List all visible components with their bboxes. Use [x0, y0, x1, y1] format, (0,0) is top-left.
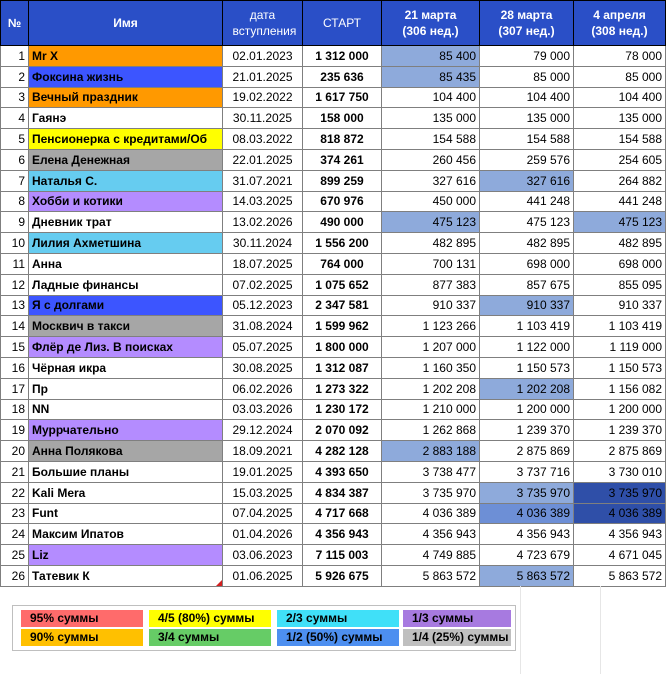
join-date-cell[interactable]: 21.01.2025	[223, 66, 303, 87]
join-date-cell[interactable]: 13.02.2026	[223, 212, 303, 233]
week-3-amount-cell[interactable]: 441 248	[574, 191, 666, 212]
week-2-amount-cell[interactable]: 2 875 869	[480, 441, 574, 462]
week-1-amount-cell[interactable]: 4 356 943	[382, 524, 480, 545]
week-2-amount-cell[interactable]: 1 202 208	[480, 378, 574, 399]
week-1-amount-cell[interactable]: 104 400	[382, 87, 480, 108]
table-row	[1, 524, 666, 545]
table-row	[1, 108, 666, 129]
week-1-amount-cell[interactable]: 260 456	[382, 149, 480, 170]
week-2-amount-cell[interactable]: 4 036 389	[480, 503, 574, 524]
join-date-cell[interactable]: 18.09.2021	[223, 441, 303, 462]
legend-item-95[interactable]: 95% суммы	[21, 610, 143, 627]
week-1-amount-cell[interactable]: 482 895	[382, 233, 480, 254]
week-3-amount-cell[interactable]: 5 863 572	[574, 565, 666, 586]
table-row	[1, 420, 666, 441]
member-name-cell[interactable]: Пр	[29, 378, 223, 399]
join-date-cell[interactable]: 03.06.2023	[223, 545, 303, 566]
row-number-cell[interactable]: 3	[1, 87, 29, 108]
table-row	[1, 212, 666, 233]
table-row	[1, 357, 666, 378]
week-2-amount-cell[interactable]: 104 400	[480, 87, 574, 108]
row-number-cell[interactable]: 26	[1, 565, 29, 586]
week-2-amount-cell[interactable]: 5 863 572	[480, 565, 574, 586]
row-number-cell[interactable]: 10	[1, 233, 29, 254]
join-date-cell[interactable]: 30.08.2025	[223, 357, 303, 378]
start-amount-cell[interactable]: 899 259	[303, 170, 382, 191]
join-date-cell[interactable]: 31.07.2021	[223, 170, 303, 191]
join-date-cell[interactable]: 05.12.2023	[223, 295, 303, 316]
week-3-amount-cell[interactable]: 1 119 000	[574, 337, 666, 358]
week-3-amount-cell[interactable]: 154 588	[574, 129, 666, 150]
member-name-cell[interactable]: Я с долгами	[29, 295, 223, 316]
member-name-cell[interactable]: Флёр де Лиз. В поисках	[29, 337, 223, 358]
start-amount-cell[interactable]: 1 230 172	[303, 399, 382, 420]
table-row	[1, 87, 666, 108]
week-1-amount-cell[interactable]: 5 863 572	[382, 565, 480, 586]
week-3-amount-cell[interactable]: 4 356 943	[574, 524, 666, 545]
week-3-amount-cell[interactable]: 135 000	[574, 108, 666, 129]
week-2-amount-cell[interactable]: 857 675	[480, 274, 574, 295]
week-1-amount-cell[interactable]: 85 435	[382, 66, 480, 87]
start-amount-cell[interactable]: 1 312 000	[303, 46, 382, 67]
row-number-cell[interactable]: 12	[1, 274, 29, 295]
start-amount-cell[interactable]: 1 617 750	[303, 87, 382, 108]
start-amount-cell[interactable]: 5 926 675	[303, 565, 382, 586]
member-name-cell[interactable]: Елена Денежная	[29, 149, 223, 170]
row-number-cell[interactable]: 11	[1, 253, 29, 274]
header-start[interactable]: СТАРТ	[303, 1, 382, 46]
join-date-cell[interactable]: 08.03.2022	[223, 129, 303, 150]
row-number-cell[interactable]: 17	[1, 378, 29, 399]
start-amount-cell[interactable]: 1 556 200	[303, 233, 382, 254]
table-row	[1, 191, 666, 212]
start-amount-cell[interactable]: 670 976	[303, 191, 382, 212]
week-1-amount-cell[interactable]: 135 000	[382, 108, 480, 129]
row-number-cell[interactable]: 1	[1, 46, 29, 67]
start-amount-cell[interactable]: 764 000	[303, 253, 382, 274]
week-1-amount-cell[interactable]: 154 588	[382, 129, 480, 150]
table-row	[1, 149, 666, 170]
week-2-amount-cell[interactable]: 259 576	[480, 149, 574, 170]
week-3-amount-cell[interactable]: 85 000	[574, 66, 666, 87]
week-3-amount-cell[interactable]: 104 400	[574, 87, 666, 108]
legend-item-90[interactable]: 90% суммы	[21, 629, 143, 646]
legend-item-50[interactable]: 1/2 (50%) суммы	[277, 629, 399, 646]
table-body	[1, 46, 666, 587]
header-week-2[interactable]: 28 марта (307 нед.)	[480, 1, 574, 46]
start-amount-cell[interactable]: 1 312 087	[303, 357, 382, 378]
join-date-cell[interactable]: 01.04.2026	[223, 524, 303, 545]
week-2-amount-cell[interactable]: 3 735 970	[480, 482, 574, 503]
join-date-cell[interactable]: 22.01.2025	[223, 149, 303, 170]
week-1-amount-cell[interactable]: 450 000	[382, 191, 480, 212]
week-3-amount-cell[interactable]: 1 103 419	[574, 316, 666, 337]
start-amount-cell[interactable]: 7 115 003	[303, 545, 382, 566]
member-name-cell[interactable]: Ладные финансы	[29, 274, 223, 295]
member-name-cell[interactable]: Анна	[29, 253, 223, 274]
table-row	[1, 46, 666, 67]
comment-indicator-icon[interactable]	[216, 580, 222, 586]
week-1-amount-cell[interactable]: 1 207 000	[382, 337, 480, 358]
week-1-amount-cell[interactable]: 2 883 188	[382, 441, 480, 462]
week-2-amount-cell[interactable]: 441 248	[480, 191, 574, 212]
week-1-amount-cell[interactable]: 3 738 477	[382, 461, 480, 482]
join-date-cell[interactable]: 30.11.2024	[223, 233, 303, 254]
header-date[interactable]: дата вступления	[223, 1, 303, 46]
row-number-cell[interactable]: 22	[1, 482, 29, 503]
join-date-cell[interactable]: 07.04.2025	[223, 503, 303, 524]
table-row	[1, 545, 666, 566]
join-date-cell[interactable]: 06.02.2026	[223, 378, 303, 399]
week-3-amount-cell[interactable]: 4 671 045	[574, 545, 666, 566]
start-amount-cell[interactable]: 1 075 652	[303, 274, 382, 295]
row-number-cell[interactable]: 21	[1, 461, 29, 482]
header-week-1[interactable]: 21 марта (306 нед.)	[382, 1, 480, 46]
table-row	[1, 253, 666, 274]
table-row	[1, 170, 666, 191]
legend-item-25[interactable]: 1/4 (25%) суммы	[403, 629, 511, 646]
row-number-cell[interactable]: 13	[1, 295, 29, 316]
table-row	[1, 441, 666, 462]
start-amount-cell[interactable]: 2 347 581	[303, 295, 382, 316]
week-3-amount-cell[interactable]: 264 882	[574, 170, 666, 191]
member-name-cell[interactable]: Kali Mera	[29, 482, 223, 503]
week-2-amount-cell[interactable]: 4 723 679	[480, 545, 574, 566]
member-name-cell[interactable]: Москвич в такси	[29, 316, 223, 337]
week-1-amount-cell[interactable]: 1 202 208	[382, 378, 480, 399]
start-amount-cell[interactable]: 818 872	[303, 129, 382, 150]
member-name-cell[interactable]: Вечный праздник	[29, 87, 223, 108]
week-1-amount-cell[interactable]: 4 749 885	[382, 545, 480, 566]
week-1-amount-cell[interactable]: 700 131	[382, 253, 480, 274]
member-name-cell[interactable]: Татевик К	[29, 565, 223, 586]
week-2-amount-cell[interactable]: 1 200 000	[480, 399, 574, 420]
start-amount-cell[interactable]: 490 000	[303, 212, 382, 233]
week-1-amount-cell[interactable]: 327 616	[382, 170, 480, 191]
table-row	[1, 274, 666, 295]
legend-item-two-thirds[interactable]: 2/3 суммы	[277, 610, 399, 627]
week-2-amount-cell[interactable]: 327 616	[480, 170, 574, 191]
week-2-amount-cell[interactable]: 475 123	[480, 212, 574, 233]
week-2-amount-cell[interactable]: 85 000	[480, 66, 574, 87]
table-row	[1, 129, 666, 150]
week-3-amount-cell[interactable]: 1 150 573	[574, 357, 666, 378]
week-1-amount-cell[interactable]: 1 262 868	[382, 420, 480, 441]
member-name-cell[interactable]: Фоксина жизнь	[29, 66, 223, 87]
start-amount-cell[interactable]: 1 599 962	[303, 316, 382, 337]
start-amount-cell[interactable]: 4 282 128	[303, 441, 382, 462]
row-number-cell[interactable]: 14	[1, 316, 29, 337]
join-date-cell[interactable]: 02.01.2023	[223, 46, 303, 67]
week-2-amount-cell[interactable]: 1 239 370	[480, 420, 574, 441]
week-2-amount-cell[interactable]: 4 356 943	[480, 524, 574, 545]
join-date-cell[interactable]: 03.03.2026	[223, 399, 303, 420]
week-2-amount-cell[interactable]: 1 103 419	[480, 316, 574, 337]
week-2-amount-cell[interactable]: 910 337	[480, 295, 574, 316]
start-amount-cell[interactable]: 235 636	[303, 66, 382, 87]
join-date-cell[interactable]: 07.02.2025	[223, 274, 303, 295]
start-amount-cell[interactable]: 4 717 668	[303, 503, 382, 524]
header-row	[1, 1, 666, 46]
week-1-amount-cell[interactable]: 1 160 350	[382, 357, 480, 378]
week-2-amount-cell[interactable]: 482 895	[480, 233, 574, 254]
table-row	[1, 399, 666, 420]
table-row	[1, 316, 666, 337]
grid-line	[600, 586, 601, 674]
week-2-amount-cell[interactable]: 1 122 000	[480, 337, 574, 358]
week-2-amount-cell[interactable]: 79 000	[480, 46, 574, 67]
week-3-amount-cell[interactable]: 475 123	[574, 212, 666, 233]
week-3-amount-cell[interactable]: 3 730 010	[574, 461, 666, 482]
member-name-cell[interactable]: Хобби и котики	[29, 191, 223, 212]
row-number-cell[interactable]: 15	[1, 337, 29, 358]
row-number-cell[interactable]: 7	[1, 170, 29, 191]
member-name-cell[interactable]: Funt	[29, 503, 223, 524]
join-date-cell[interactable]: 01.06.2025	[223, 565, 303, 586]
row-number-cell[interactable]: 5	[1, 129, 29, 150]
week-3-amount-cell[interactable]: 1 200 000	[574, 399, 666, 420]
member-name-cell[interactable]: Дневник трат	[29, 212, 223, 233]
join-date-cell[interactable]: 15.03.2025	[223, 482, 303, 503]
header-num[interactable]: №	[1, 1, 29, 46]
join-date-cell[interactable]: 31.08.2024	[223, 316, 303, 337]
row-number-cell[interactable]: 9	[1, 212, 29, 233]
week-2-amount-cell[interactable]: 135 000	[480, 108, 574, 129]
row-number-cell[interactable]: 23	[1, 503, 29, 524]
member-name-cell[interactable]: Наталья С.	[29, 170, 223, 191]
week-3-amount-cell[interactable]: 254 605	[574, 149, 666, 170]
week-1-amount-cell[interactable]: 877 383	[382, 274, 480, 295]
table-row	[1, 378, 666, 399]
table-row	[1, 482, 666, 503]
week-1-amount-cell[interactable]: 475 123	[382, 212, 480, 233]
start-amount-cell[interactable]: 4 356 943	[303, 524, 382, 545]
week-1-amount-cell[interactable]: 1 123 266	[382, 316, 480, 337]
join-date-cell[interactable]: 19.02.2022	[223, 87, 303, 108]
member-name-cell[interactable]: Liz	[29, 545, 223, 566]
week-1-amount-cell[interactable]: 1 210 000	[382, 399, 480, 420]
table-row	[1, 565, 666, 586]
join-date-cell[interactable]: 29.12.2024	[223, 420, 303, 441]
legend-item-80[interactable]: 4/5 (80%) суммы	[149, 610, 271, 627]
week-3-amount-cell[interactable]: 1 239 370	[574, 420, 666, 441]
start-amount-cell[interactable]: 2 070 092	[303, 420, 382, 441]
member-name-cell[interactable]: Муррчательно	[29, 420, 223, 441]
week-3-amount-cell[interactable]: 1 156 082	[574, 378, 666, 399]
legend-item-three-quarters[interactable]: 3/4 суммы	[149, 629, 271, 646]
table-row	[1, 295, 666, 316]
row-number-cell[interactable]: 19	[1, 420, 29, 441]
week-3-amount-cell[interactable]: 698 000	[574, 253, 666, 274]
start-amount-cell[interactable]: 158 000	[303, 108, 382, 129]
table-row	[1, 337, 666, 358]
join-date-cell[interactable]: 30.11.2025	[223, 108, 303, 129]
week-1-amount-cell[interactable]: 4 036 389	[382, 503, 480, 524]
join-date-cell[interactable]: 19.01.2025	[223, 461, 303, 482]
start-amount-cell[interactable]: 1 273 322	[303, 378, 382, 399]
week-2-amount-cell[interactable]: 1 150 573	[480, 357, 574, 378]
row-number-cell[interactable]: 16	[1, 357, 29, 378]
header-name[interactable]: Имя	[29, 1, 223, 46]
row-number-cell[interactable]: 8	[1, 191, 29, 212]
member-name-cell[interactable]: NN	[29, 399, 223, 420]
week-1-amount-cell[interactable]: 3 735 970	[382, 482, 480, 503]
week-3-amount-cell[interactable]: 2 875 869	[574, 441, 666, 462]
grid-line	[520, 586, 521, 674]
member-name-cell[interactable]: Mr X	[29, 46, 223, 67]
start-amount-cell[interactable]: 374 261	[303, 149, 382, 170]
week-3-amount-cell[interactable]: 482 895	[574, 233, 666, 254]
row-number-cell[interactable]: 4	[1, 108, 29, 129]
member-name-cell[interactable]: Гаянэ	[29, 108, 223, 129]
week-3-amount-cell[interactable]: 4 036 389	[574, 503, 666, 524]
member-name-cell[interactable]: Пенсионерка с кредитами/Об	[29, 129, 223, 150]
color-legend	[12, 605, 516, 651]
join-date-cell[interactable]: 18.07.2025	[223, 253, 303, 274]
table-row	[1, 503, 666, 524]
header-week-3[interactable]: 4 апреля (308 нед.)	[574, 1, 666, 46]
week-3-amount-cell[interactable]: 910 337	[574, 295, 666, 316]
week-2-amount-cell[interactable]: 698 000	[480, 253, 574, 274]
start-amount-cell[interactable]: 4 393 650	[303, 461, 382, 482]
member-name-cell[interactable]: Максим Ипатов	[29, 524, 223, 545]
row-number-cell[interactable]: 6	[1, 149, 29, 170]
row-number-cell[interactable]: 25	[1, 545, 29, 566]
start-amount-cell[interactable]: 4 834 387	[303, 482, 382, 503]
start-amount-cell[interactable]: 1 800 000	[303, 337, 382, 358]
member-name-cell[interactable]: Анна Полякова	[29, 441, 223, 462]
member-name-cell[interactable]: Чёрная икра	[29, 357, 223, 378]
member-name-cell[interactable]: Лилия Ахметшина	[29, 233, 223, 254]
join-date-cell[interactable]: 14.03.2025	[223, 191, 303, 212]
week-1-amount-cell[interactable]: 85 400	[382, 46, 480, 67]
week-3-amount-cell[interactable]: 3 735 970	[574, 482, 666, 503]
table-row	[1, 461, 666, 482]
week-2-amount-cell[interactable]: 3 737 716	[480, 461, 574, 482]
row-number-cell[interactable]: 2	[1, 66, 29, 87]
week-2-amount-cell[interactable]: 154 588	[480, 129, 574, 150]
table-row	[1, 233, 666, 254]
row-number-cell[interactable]: 18	[1, 399, 29, 420]
row-number-cell[interactable]: 20	[1, 441, 29, 462]
member-name-cell[interactable]: Большие планы	[29, 461, 223, 482]
join-date-cell[interactable]: 05.07.2025	[223, 337, 303, 358]
table-row	[1, 66, 666, 87]
legend-item-one-third[interactable]: 1/3 суммы	[403, 610, 511, 627]
row-number-cell[interactable]: 24	[1, 524, 29, 545]
week-1-amount-cell[interactable]: 910 337	[382, 295, 480, 316]
week-3-amount-cell[interactable]: 855 095	[574, 274, 666, 295]
week-3-amount-cell[interactable]: 78 000	[574, 46, 666, 67]
